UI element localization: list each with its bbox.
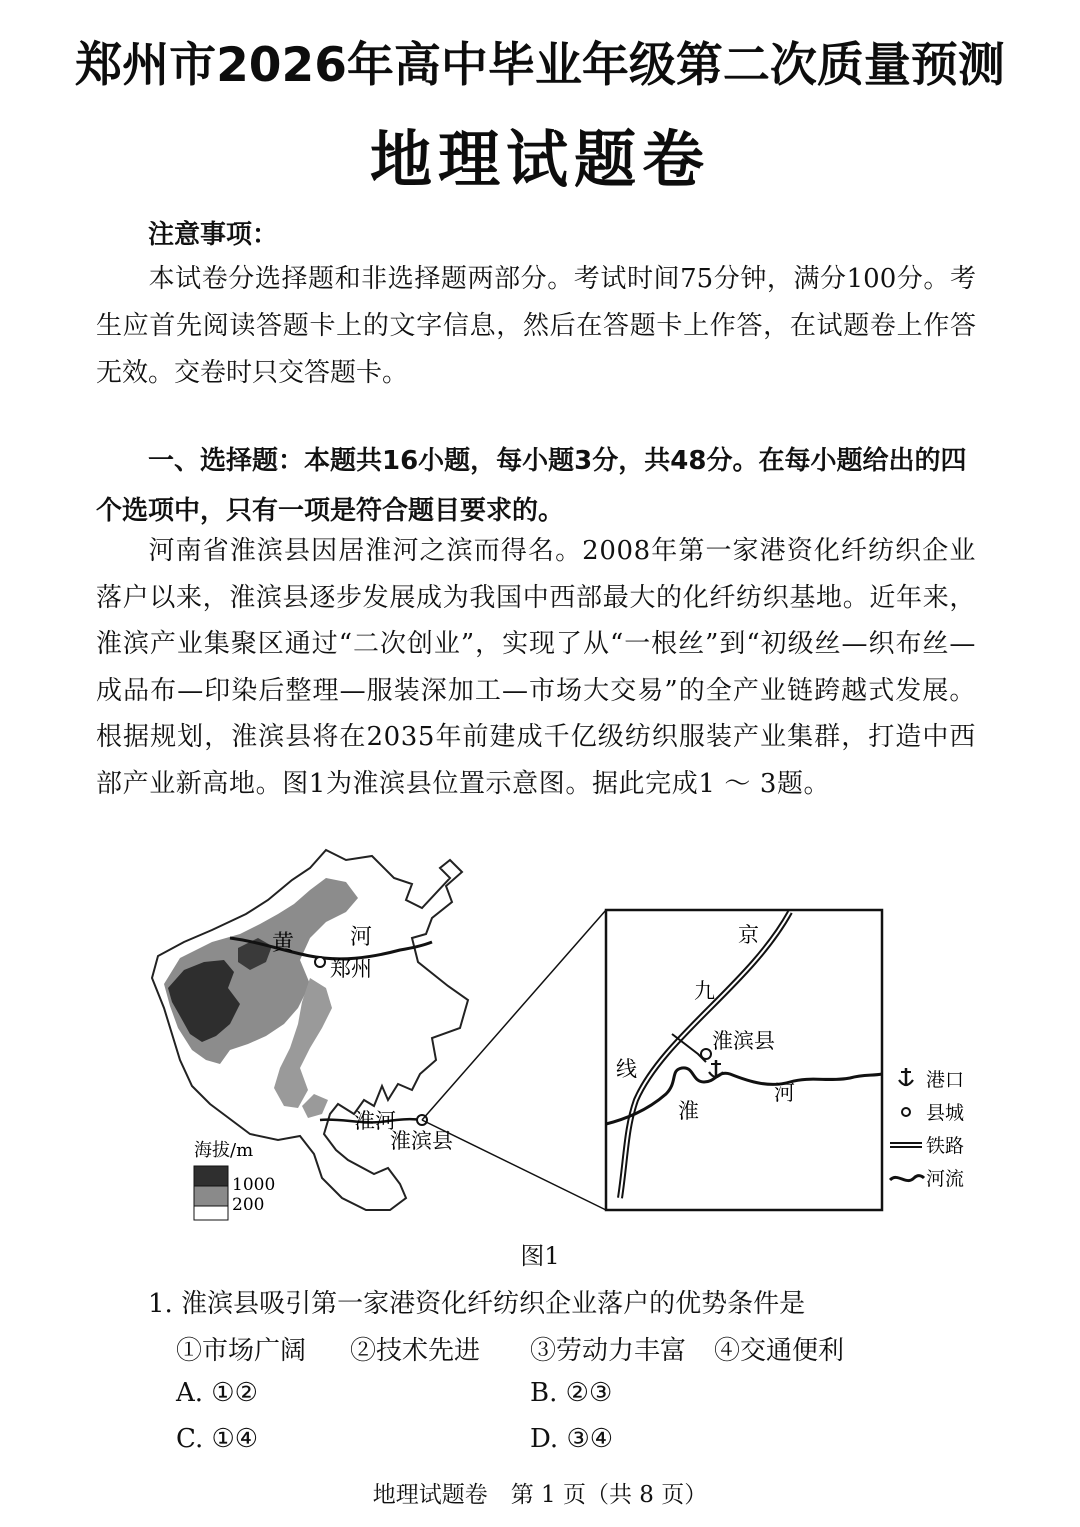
legend-port-label: 港口 xyxy=(926,1069,965,1091)
choice-b[interactable]: B. ②③ xyxy=(530,1378,613,1408)
page-footer: 地理试题卷 第 1 页（共 8 页） xyxy=(372,1482,708,1508)
legend-low-swatch xyxy=(194,1206,228,1220)
item-3: ③劳动力丰富 xyxy=(530,1336,687,1366)
choice-c[interactable]: C. ①④ xyxy=(176,1424,259,1454)
choice-d[interactable]: D. ③④ xyxy=(530,1424,614,1454)
legend-200: 200 xyxy=(232,1195,265,1215)
question-1-stem: 1. 淮滨县吸引第一家港资化纤纺织企业落户的优势条件是 xyxy=(148,1289,806,1319)
section-heading xyxy=(96,436,976,536)
section-heading-text: 一、选择题：本题共16小题，每小题3分，共48分。在每小题给出的四个选项中，只有一项是符合题目要求的。 xyxy=(96,446,967,526)
inset-label-jing: 京 xyxy=(738,923,759,947)
label-huai-river: 淮河 xyxy=(354,1109,396,1133)
exam-subtitle: 地理试题卷 xyxy=(369,123,710,196)
connector-bottom xyxy=(422,1120,606,1210)
label-huaibin-county: 淮滨县 xyxy=(390,1129,453,1153)
legend-port-icon xyxy=(899,1068,913,1086)
label-yellow-2: 河 xyxy=(350,925,373,950)
inset-county-marker xyxy=(701,1049,711,1059)
legend-high-swatch xyxy=(194,1166,228,1186)
legend-elevation-title: 海拔/m xyxy=(194,1140,254,1161)
label-yellow-1: 黄 xyxy=(272,931,295,956)
legend-river-label: 河流 xyxy=(926,1168,965,1190)
item-2: ②技术先进 xyxy=(350,1336,481,1366)
item-1: ①市场广阔 xyxy=(176,1336,307,1366)
inset-label-huai: 淮 xyxy=(678,1099,699,1123)
location-map-figure xyxy=(150,838,980,1228)
label-zhengzhou: 郑州 xyxy=(330,957,372,981)
legend-county-icon xyxy=(902,1108,910,1116)
choice-a[interactable]: A. ①② xyxy=(176,1378,258,1408)
notice-text: 本试卷分选择题和非选择题两部分。考试时间75分钟，满分100分。考生应首先阅读答题卡上的文字信息，然后在答题卡上作答，在试题卷上作答无效。交卷时只交答题卡。 xyxy=(96,264,976,388)
legend-railway-label: 铁路 xyxy=(926,1135,965,1157)
passage-text: 河南省淮滨县因居淮河之滨而得名。2008年第一家港资化纤纺织企业落户以来，淮滨县逐步发展成为我国中西部最大的化纤纺织基地。近年来，淮滨产业集聚区通过“二次创业”，实现了从“一根丝”到“初级丝—织布丝—成品布—印染后整理—服装深加工—市场大交易”的全产业链跨越式发展。根据规划，淮滨县将在2035年前建成千亿级纺织服装产业集群，打造中西部产业新高地。图1为淮滨县位置示意图。据此完成1 ～ 3题。 xyxy=(96,536,976,799)
inset-label-he: 河 xyxy=(774,1081,795,1105)
legend-county-label: 县城 xyxy=(926,1102,965,1124)
reading-passage xyxy=(96,528,976,807)
inset-label-county: 淮滨县 xyxy=(712,1029,775,1053)
exam-title: 郑州市2026年高中毕业年级第二次质量预测 xyxy=(75,38,1005,93)
legend-river-icon xyxy=(890,1176,924,1181)
legend-mid-swatch xyxy=(194,1186,228,1206)
notice-heading: 注意事项： xyxy=(148,220,279,250)
map-svg xyxy=(150,838,980,1228)
figure-caption: 图1 xyxy=(520,1242,560,1270)
notice-paragraph xyxy=(96,256,976,397)
zhengzhou-marker xyxy=(315,957,325,967)
item-4: ④交通便利 xyxy=(714,1336,845,1366)
inset-frame xyxy=(606,910,882,1210)
inset-label-xian: 线 xyxy=(616,1057,637,1081)
legend-1000: 1000 xyxy=(232,1175,276,1195)
inset-label-jiu: 九 xyxy=(694,979,715,1003)
